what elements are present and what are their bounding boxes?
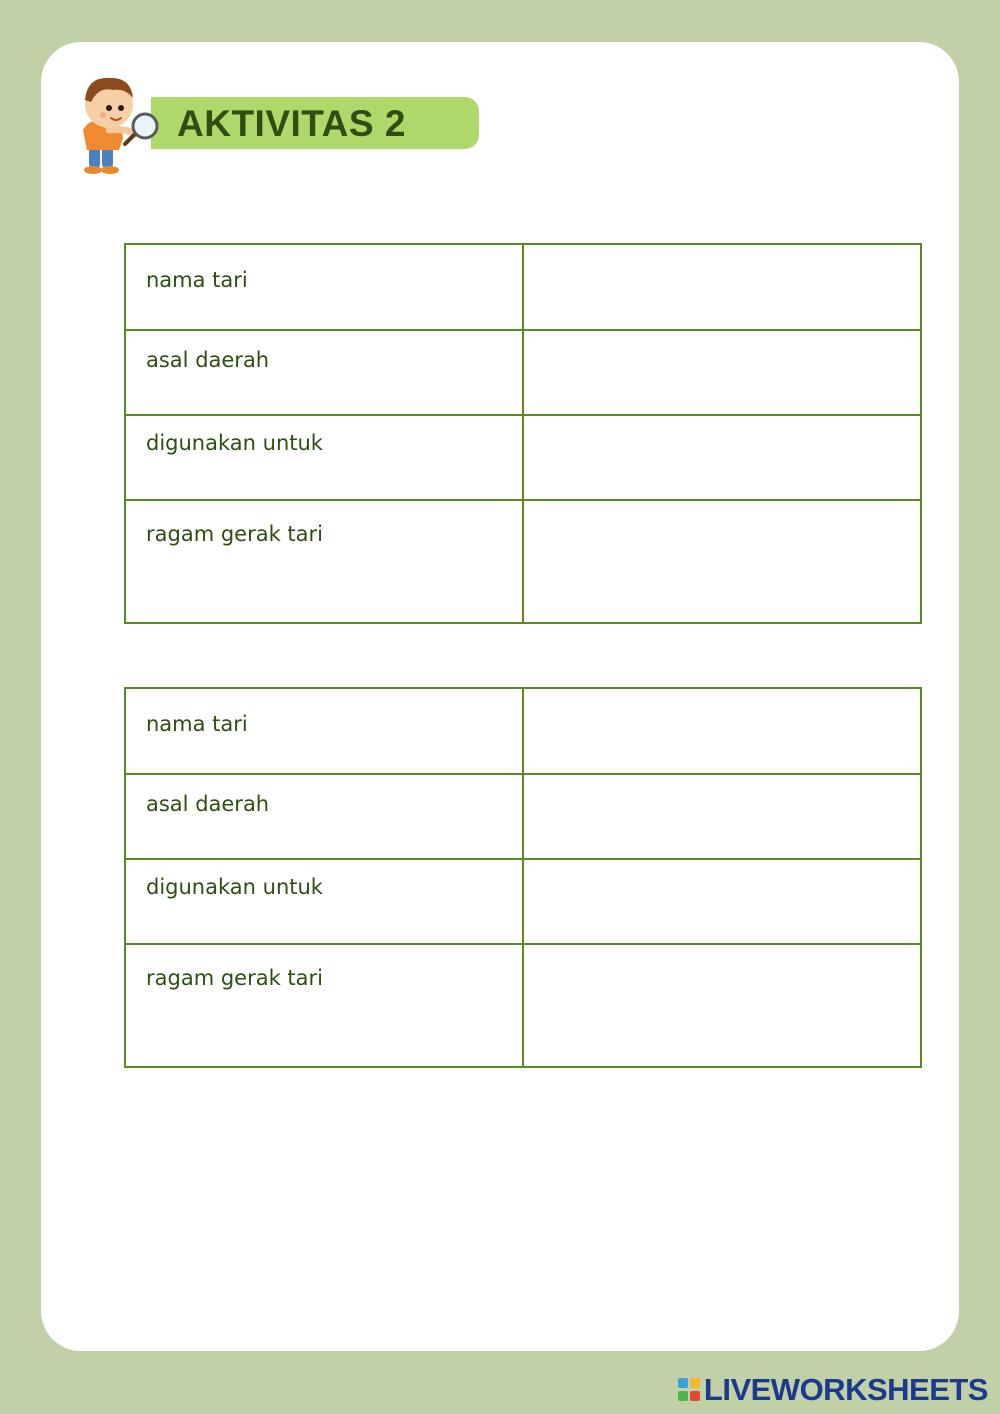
- answer-cell[interactable]: [523, 774, 921, 859]
- worksheet-table-1: [124, 243, 922, 624]
- worksheet-page: [41, 42, 959, 1351]
- answer-cell[interactable]: [523, 244, 921, 330]
- boy-with-magnifying-glass-icon: [69, 68, 169, 178]
- answer-cell[interactable]: [523, 415, 921, 500]
- answer-cell[interactable]: [523, 944, 921, 1067]
- activity-title: AKTIVITAS 2: [177, 103, 406, 144]
- answer-cell[interactable]: [523, 330, 921, 415]
- liveworksheets-logo-icon: [678, 1378, 700, 1402]
- table-row: [125, 500, 921, 623]
- table-row: [125, 330, 921, 415]
- row-label: asal daerah: [125, 330, 523, 415]
- table-row: [125, 415, 921, 500]
- answer-cell[interactable]: [523, 688, 921, 774]
- row-label: asal daerah: [125, 774, 523, 859]
- row-label: ragam gerak tari: [125, 500, 523, 623]
- table-row: [125, 244, 921, 330]
- brand-name: LIVEWORKSHEETS: [703, 1372, 988, 1407]
- row-label: nama tari: [125, 244, 523, 330]
- row-label: ragam gerak tari: [125, 944, 523, 1067]
- row-label: nama tari: [125, 688, 523, 774]
- table-row: [125, 774, 921, 859]
- table-row: [125, 859, 921, 944]
- table-row: [125, 944, 921, 1067]
- row-label: digunakan untuk: [125, 859, 523, 944]
- liveworksheets-brand[interactable]: [678, 1372, 988, 1408]
- answer-cell[interactable]: [523, 859, 921, 944]
- answer-cell[interactable]: [523, 500, 921, 623]
- worksheet-table-2: [124, 687, 922, 1068]
- table-row: [125, 688, 921, 774]
- row-label: digunakan untuk: [125, 415, 523, 500]
